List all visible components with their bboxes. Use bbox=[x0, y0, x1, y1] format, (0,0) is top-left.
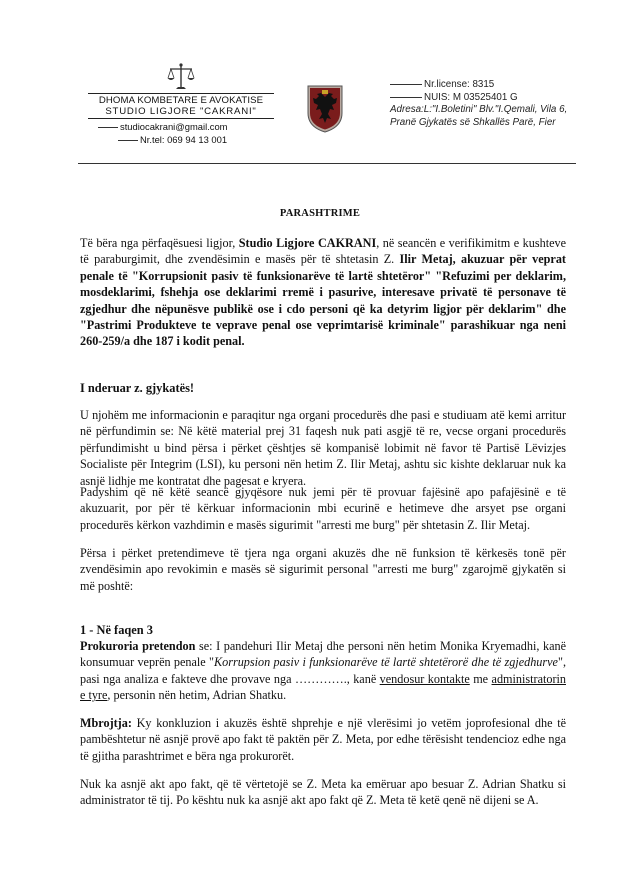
nuis-number: NUIS: M 03525401 G bbox=[424, 91, 518, 103]
studio-email: studiocakrani@gmail.com bbox=[120, 121, 228, 132]
prosecution-claim-paragraph bbox=[80, 638, 566, 704]
albanian-eagle-emblem-icon bbox=[305, 83, 345, 133]
intro-paragraph bbox=[80, 235, 566, 350]
studio-email-row bbox=[88, 120, 274, 133]
legal-articles: parashikuar nga neni 260-259/a dhe 187 i kodit penal. bbox=[80, 318, 566, 349]
document-title: PARASHTRIME bbox=[279, 208, 361, 219]
body-paragraph: Nuk ka asnjë akt apo fakt, që të vërtetojë se Z. Meta ka emëruar apo besuar Z. Adrian Shatku si administrator të tij. Po kështu nuk ka asnjë akt apo fakt që Z. Meta të ketë qenë në dijeni se A. bbox=[80, 777, 566, 808]
studio-name-bold: Studio Ligjore CAKRANI bbox=[238, 236, 377, 250]
charge-italic: Korrupsion pasiv i funksionarëve të lartë shtetërorë dhe të zgjedhurve bbox=[213, 655, 558, 670]
paragraph-text: ", pasi nga analiza e fakteve dhe provave nga …………., kanë bbox=[80, 655, 566, 686]
salutation: I nderuar z. gjykatës! bbox=[80, 381, 195, 395]
body-paragraph: Përsa i përket pretendimeve të tjera nga organi akuzës dhe në funksion të kërkesës tonë për zvendësimin apo revokimin e masës së sigurimit personal "arresti me burg" zgarojmë gjykatën si më poshtë: bbox=[80, 546, 566, 593]
letterhead-studio-block bbox=[88, 62, 274, 146]
studio-phone-row bbox=[88, 133, 274, 146]
intro-text: Të bëra nga përfaqësuesi ligjor, bbox=[80, 236, 239, 250]
license-row bbox=[390, 79, 590, 92]
letterhead-rule bbox=[88, 93, 274, 94]
section-heading: 1 - Në faqen 3 bbox=[80, 623, 153, 637]
dash-line bbox=[118, 140, 138, 141]
paragraph-text: , personin nën hetim, Adrian Shatku. bbox=[107, 688, 287, 703]
paragraph-text: Ky konkluzion i akuzës është shprehje e një vlerësimi jo vetëm joprofesional dhe të pambështetur në asnjë provë apo fakt të paktën për Z. Meta, por edhe tërësisht tendencioz edhe nga të gjitha parashtrimet e bëra nga prokurorët. bbox=[80, 716, 566, 763]
defense-label: Mbrojtja: bbox=[80, 716, 132, 730]
paragraph-text: me bbox=[469, 671, 492, 686]
nuis-row bbox=[390, 92, 590, 105]
letterhead-registration-block bbox=[390, 79, 590, 129]
defense-paragraph bbox=[80, 715, 566, 764]
prosecution-label: Prokuroria pretendon bbox=[80, 639, 196, 653]
chamber-name: DHOMA KOMBETARE E AVOKATISE bbox=[98, 95, 264, 106]
underlined-phrase: vendosur kontakte bbox=[379, 671, 470, 686]
dash-line bbox=[390, 84, 422, 85]
header-separator-line bbox=[78, 163, 576, 164]
paragraph-text: se: I pandehuri Ilir Metaj dhe personi nën hetim Monika Kryemadhi, kanë konsumuar veprën penale " bbox=[80, 639, 566, 670]
dash-line bbox=[98, 127, 118, 128]
scales-of-justice-icon bbox=[166, 62, 196, 92]
studio-phone: Nr.tel: 069 94 13 001 bbox=[140, 134, 228, 145]
address-line: Adresa:L:"I.Boletini" Blv."I.Qemali, Vila 6, bbox=[390, 104, 568, 116]
court-area-line: Pranë Gjykatës së Shkallës Parë, Fier bbox=[390, 116, 556, 128]
charges-bold: Ilir Metaj, akuzuar për veprat penale të "Korrupsionit pasiv të funksionarëve të lartë shtetëror" "Refuzimi per deklarim, mosdeklarimi, fshehja ose deklarimi rremë i pasurive, interesave privatë të personave të zgjedhur dhe nëpunësve publikë ose i cdo personi që ka detyrim ligjor për deklarim" dhe "Pastrimi Produkteve te veprave penal ose veprimtarisë kriminale" bbox=[80, 252, 566, 333]
letterhead-rule bbox=[88, 118, 274, 119]
body-paragraph: Padyshim që në këtë seancë gjyqësore nuk jemi për të provuar fajësinë apo pafajësinë e të akuzuarit, por për të kërkuar informacionin mbi ecurinë e hetimeve dhe arsyet pse organi procedurës kërkon vazhdimin e masës sigurimit "arresti me burg" për shtetasin Z. Ilir Metaj. bbox=[80, 485, 566, 532]
dash-line bbox=[390, 97, 422, 98]
studio-name: STUDIO LIGJORE "CAKRANI" bbox=[105, 106, 257, 117]
license-number: Nr.license: 8315 bbox=[424, 79, 495, 90]
body-paragraph: U njohëm me informacionin e paraqitur nga organi procedurës dhe pasi e studiuam atë kemi arritur në përfundimin se: Në këtë material prej 31 faqesh nuk pati asgjë të re, vecse organi procedurës përfundimisht u bind përsa i përket çështjes së kompanisë lobimit në favor të Partisë Lëvizjes Socialiste për Integrim (LSI), ku personi nën hetim Z. Ilir Metaj, ashtu sic kishte deklaruar nuk ka asnjë lidhje me kontratat dhe pagesat e kryera. bbox=[80, 408, 566, 488]
underlined-phrase: administratorin e tyre bbox=[80, 671, 566, 703]
intro-text: , në seancën e verifikimitm e kushteve të paraburgimit, dhe zvendësimin e masës për të shtetasin Z. bbox=[80, 236, 567, 267]
